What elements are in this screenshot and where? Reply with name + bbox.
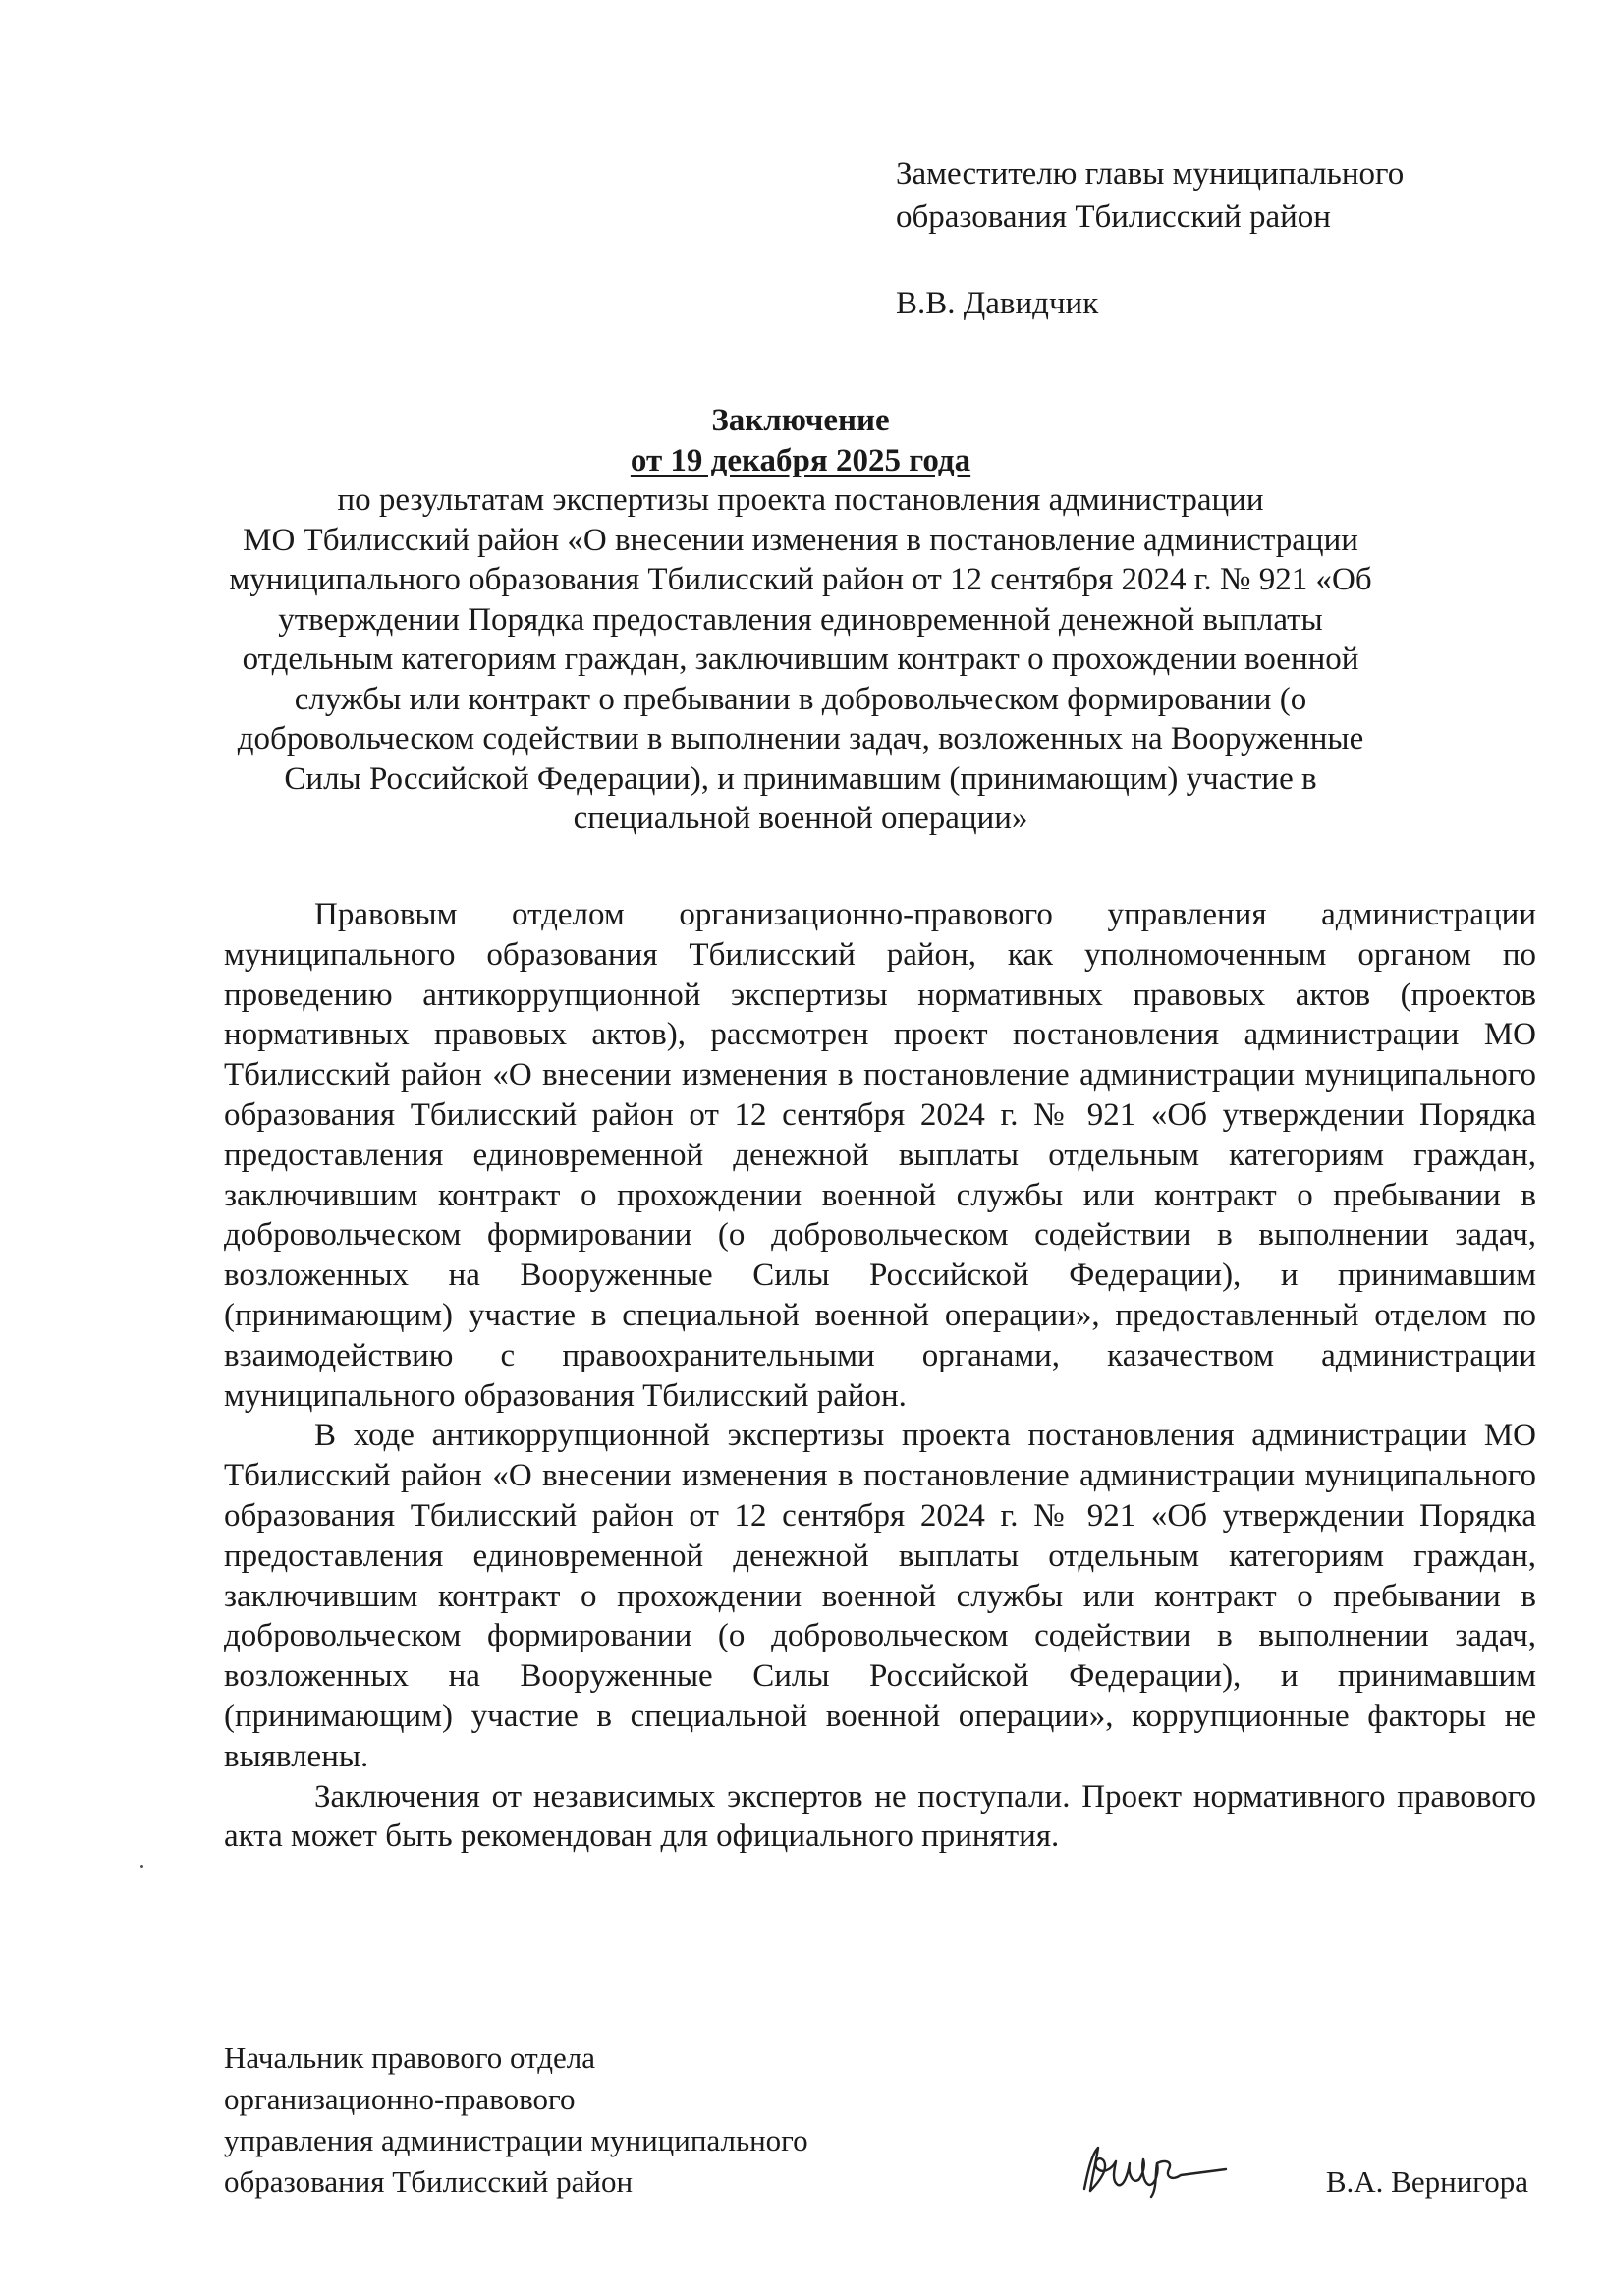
subject-line: службы или контракт о пребывании в добровольческом формировании (о (294, 681, 1307, 717)
subject-line: муниципального образования Тбилисский район от 12 сентября 2024 г. № 921 «Об (229, 562, 1372, 597)
signer-position-line: организационно-правового (224, 2082, 576, 2116)
subject-line: МО Тбилисский район «О внесении изменения в постановление администрации (243, 522, 1358, 558)
subject-line: утверждении Порядка предоставления единовременной денежной выплаты (278, 601, 1323, 638)
subject-line: Силы Российской Федерации), и принимавшим (принимающим) участие в (284, 760, 1317, 797)
document-heading: Заключение (711, 403, 890, 438)
document-date-line (201, 441, 1400, 481)
signer-name: В.А. Вернигора (1325, 2164, 1528, 2199)
document-body (224, 895, 1536, 1857)
signer-position-line: управления администрации муниципального (224, 2123, 808, 2157)
document-date: от 19 декабря 2025 года (630, 442, 971, 478)
document-title-block (201, 401, 1400, 839)
subject-line: отдельным категориям граждан, заключившим контракт о прохождении военной (242, 642, 1359, 677)
body-paragraph: В ходе антикоррупционной экспертизы проекта постановления администрации МО Тбилисский район «О внесении изменения в постановление администрации муниципального образования Тбилисский район от 12 сентября 2024 г. № 921 «Об утверждении Порядка предоставления единовременной денежной выплаты отдельным категориям граждан, заключившим контракт о прохождении военной службы или контракт о пребывании в добровольческом формировании (о добровольческом содействии в выполнении задач, возложенных на Вооруженные Силы Российской Федерации), и принимавшим (принимающим) участие в специальной военной операции», коррупционные факторы не выявлены. (224, 1418, 1536, 1774)
subject-line: по результатам экспертизы проекта постановления администрации (337, 482, 1264, 518)
signer-position-line: образования Тбилисский район (224, 2164, 634, 2199)
signer-position (224, 2038, 931, 2203)
addressee-position-line: Заместителю главы муниципального (896, 156, 1405, 192)
scan-speck (140, 1865, 143, 1868)
body-paragraph: Заключения от независимых экспертов не поступали. Проект нормативного правового акта может быть рекомендован для официального принятия. (224, 1778, 1536, 1855)
subject-line: специальной военной операции» (573, 801, 1028, 836)
body-paragraph: Правовым отделом организационно-правового управления администрации муниципального образования Тбилисский район, как уполномоченным органом по проведению антикоррупционной экспертизы нормативных правовых актов (проектов нормативных правовых актов), рассмотрен проект постановления администрации МО Тбилисский район «О внесении изменения в постановление администрации муниципального образования Тбилисский район от 12 сентября 2024 г. № 921 «Об утверждении Порядка предоставления единовременной денежной выплаты отдельным категориям граждан, заключившим контракт о прохождении военной службы или контракт о пребывании в добровольческом формировании (о добровольческом содействии в выполнении задач, возложенных на Вооруженные Силы Российской Федерации), и принимавшим (принимающим) участие в специальной военной операции», предоставленный отделом по взаимодействию с правоохранительными органами, казачеством администрации муниципального образования Тбилисский район. (224, 897, 1536, 1414)
signature-block (224, 2038, 1536, 2203)
subject-line: добровольческом содействии в выполнении задач, возложенных на Вооруженные (237, 721, 1364, 756)
addressee-name: В.В. Давидчик (896, 286, 1099, 321)
signer-position-line: Начальник правового отдела (224, 2041, 596, 2075)
addressee-organization-line: образования Тбилисский район (896, 199, 1331, 235)
handwritten-signature-icon (1079, 2140, 1236, 2199)
addressee-block (896, 152, 1524, 325)
